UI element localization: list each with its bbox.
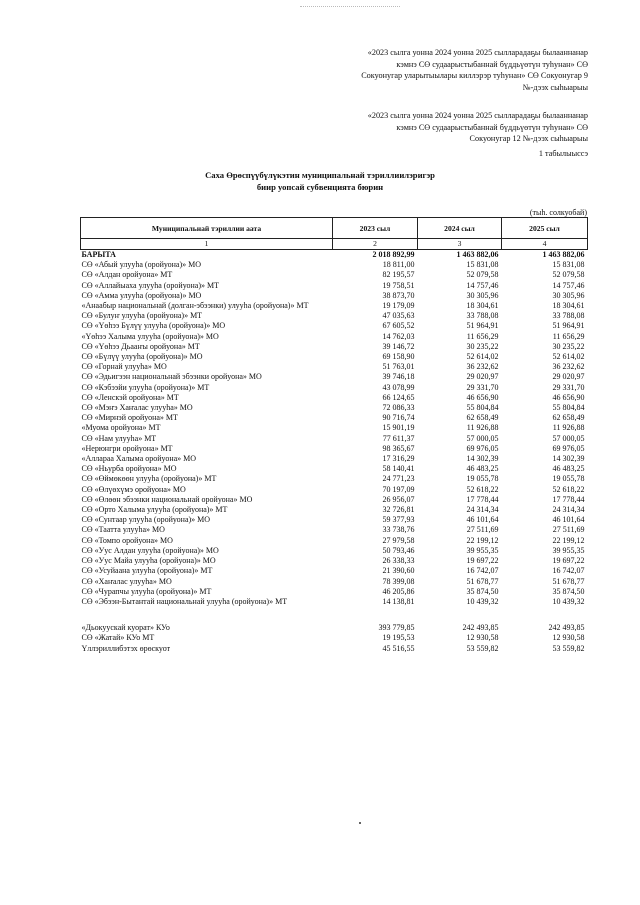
table-row (81, 383, 588, 393)
column-number: 2 (333, 239, 418, 250)
value-2023: 14 138,81 (382, 596, 415, 606)
row-name: «Анаабыр национальнай (долган-эбээнки) улууһа (оройуона)» МТ (81, 301, 309, 311)
scan-artifact (300, 6, 400, 8)
row-name: СӨ «Чурапчы улууһа (оройуона)» МТ (81, 586, 212, 596)
value-2024: 1 463 882,06 (456, 250, 499, 259)
value-2025: 12 930,58 (552, 633, 585, 643)
value-2025: 14 757,46 (552, 280, 585, 290)
unit-label: (тыһ. солкуобай) (529, 208, 587, 217)
value-2024: 39 955,35 (466, 545, 499, 555)
value-2023: 24 771,23 (382, 474, 415, 484)
value-2024: 22 199,12 (466, 535, 499, 545)
value-2023: 38 873,70 (382, 290, 415, 300)
row-name: СӨ «Жатай» КУо МТ (81, 633, 155, 643)
table-row (81, 434, 588, 444)
table-header-row (81, 218, 588, 239)
value-2025: 55 804,84 (552, 403, 585, 413)
value-2024: 46 101,64 (466, 515, 499, 525)
table-row (81, 577, 588, 587)
table-row (81, 362, 588, 372)
column-header: Муниципальнай тэриллии аата (81, 218, 333, 239)
value-2024: 51 964,91 (466, 321, 499, 331)
total-row (81, 250, 588, 261)
value-2024: 35 874,50 (466, 586, 499, 596)
row-name: СӨ «Таатта улууһа» МО (81, 525, 165, 535)
value-2025: 33 788,08 (552, 311, 585, 321)
value-2023: 15 901,19 (382, 423, 415, 433)
table-row (81, 260, 588, 270)
value-2024: 19 055,78 (466, 474, 499, 484)
value-2024: 24 314,34 (466, 505, 499, 515)
resolution-reference-2 (320, 110, 588, 145)
value-2025: 24 314,34 (552, 505, 585, 515)
value-2023: 78 399,08 (382, 576, 415, 586)
value-2025: 16 742,07 (552, 566, 585, 576)
value-2024: 17 778,44 (466, 494, 499, 504)
table-row (81, 332, 588, 342)
table-row (81, 633, 588, 643)
table-row (81, 623, 588, 633)
value-2024: 69 976,05 (466, 443, 499, 453)
value-2024: 46 656,90 (466, 392, 499, 402)
value-2023: 72 086,33 (382, 403, 415, 413)
title-line: биир уопсай субвенцията бюрин (256, 181, 384, 192)
value-2023: 46 205,86 (382, 586, 415, 596)
row-name: СӨ «Абый улууһа (оройуона)» МО (81, 260, 202, 270)
value-2025: 39 955,35 (552, 545, 585, 555)
page-mark (359, 822, 361, 824)
table-row (81, 587, 588, 597)
value-2023: 50 793,46 (382, 545, 415, 555)
table-row (81, 301, 588, 311)
value-2025: 46 101,64 (552, 515, 585, 525)
value-2025: 29 020,97 (552, 372, 585, 382)
table-row (81, 311, 588, 321)
row-name: СӨ «Аллайыаха улууһа (оройуона)» МТ (81, 280, 220, 290)
value-2025: 27 511,69 (552, 525, 585, 535)
value-2023: 98 365,67 (382, 443, 415, 453)
value-2025: 10 439,32 (552, 596, 585, 606)
row-name: СӨ «Бүлүү улууһа (оройуона)» МО (81, 352, 203, 362)
value-2025: 19 697,22 (552, 556, 585, 566)
column-header: 2024 сыл (418, 218, 502, 239)
value-2025: 52 618,22 (552, 484, 585, 494)
value-2024: 52 614,02 (466, 352, 499, 362)
table-row (81, 342, 588, 352)
row-name: СӨ «Өлүөхүмэ оройуона» МО (81, 484, 186, 494)
reference-line: кэмнэ СӨ судаарыстыбаннай бүддьүөтүн туһунан» СӨ (396, 59, 588, 69)
column-number: 3 (418, 239, 502, 250)
value-2025: 14 302,39 (552, 454, 585, 464)
resolution-reference-1 (320, 47, 588, 93)
value-2025: 30 235,22 (552, 341, 585, 351)
value-2024: 55 804,84 (466, 403, 499, 413)
spacer-row (81, 607, 588, 623)
table-row (81, 536, 588, 546)
table-row (81, 291, 588, 301)
value-2024: 14 302,39 (466, 454, 499, 464)
row-name: СӨ «Кэбээйи улууһа (оройуона)» МТ (81, 382, 210, 392)
value-2023: 19 758,51 (382, 280, 415, 290)
value-2024: 10 439,32 (466, 596, 499, 606)
table-row (81, 495, 588, 505)
value-2024: 30 305,96 (466, 290, 499, 300)
row-name: СӨ «Нам улууһа» МТ (81, 433, 157, 443)
value-2024: 29 020,97 (466, 372, 499, 382)
value-2025: 52 079,58 (552, 270, 585, 280)
table-row (81, 525, 588, 535)
value-2023: 70 197,09 (382, 484, 415, 494)
column-number: 1 (81, 239, 333, 250)
value-2025: 57 000,05 (552, 433, 585, 443)
column-header: 2023 сыл (333, 218, 418, 239)
row-name: СӨ «Ленскэй оройуона» МТ (81, 392, 179, 402)
row-name: СӨ «Алдан оройуона» МТ (81, 270, 173, 280)
reference-line: №-дээх сыһыарыы (522, 82, 588, 92)
table-row (81, 281, 588, 291)
value-2023: 67 605,52 (382, 321, 415, 331)
value-2024: 51 678,77 (466, 576, 499, 586)
row-name: «Дьокуускай куорат» КУо (81, 623, 170, 633)
value-2024: 14 757,46 (466, 280, 499, 290)
value-2023: 39 746,18 (382, 372, 415, 382)
table-row (81, 393, 588, 403)
row-name: «Аллараа Халыма оройуона» МО (81, 454, 197, 464)
value-2025: 29 331,70 (552, 382, 585, 392)
value-2024: 53 559,82 (466, 643, 499, 653)
row-name: СӨ «Усуйаана улууһа (оройуона)» МТ (81, 566, 213, 576)
value-2024: 46 483,25 (466, 464, 499, 474)
row-name: СӨ «Хаҥалас улууһа» МО (81, 576, 172, 586)
value-2025: 17 778,44 (552, 494, 585, 504)
value-2023: 33 738,76 (382, 525, 415, 535)
row-name: СӨ «Булуҥ улууһа (оройуона)» МТ (81, 311, 203, 321)
value-2023: 45 516,55 (382, 643, 415, 653)
value-2024: 33 788,08 (466, 311, 499, 321)
reference-line: Сокуонугар 12 №-дээх сыһыарыы (469, 134, 588, 144)
annex-table-label: 1 табылыыссэ (538, 149, 588, 158)
row-name: СӨ «Амма улууһа (оройуона)» МО (81, 290, 202, 300)
table-row (81, 546, 588, 556)
value-2024: 30 235,22 (466, 341, 499, 351)
value-2025: 19 055,78 (552, 474, 585, 484)
table-row (81, 454, 588, 464)
table-row (81, 270, 588, 280)
table-row (81, 556, 588, 566)
table-row (81, 644, 588, 654)
value-2023: 14 762,03 (382, 331, 415, 341)
value-2024: 57 000,05 (466, 433, 499, 443)
row-name: «Муома оройуона» МТ (81, 423, 161, 433)
row-name: СӨ «Уус Алдан улууһа (оройуона)» МО (81, 545, 219, 555)
table-row (81, 515, 588, 525)
value-2023: 58 140,41 (382, 464, 415, 474)
row-name: СӨ «Мэҥэ Хаҥалас улууһа» МО (81, 403, 193, 413)
value-2024: 36 232,62 (466, 362, 499, 372)
value-2024: 19 697,22 (466, 556, 499, 566)
value-2023: 18 811,00 (382, 260, 415, 270)
reference-line: «2023 сылга уонна 2024 уонна 2025 сылларадаҕы былааннанар (367, 111, 588, 120)
value-2025: 22 199,12 (552, 535, 585, 545)
value-2024: 242 493,85 (462, 623, 499, 633)
value-2025: 53 559,82 (552, 643, 585, 653)
value-2023: 26 956,07 (382, 494, 415, 504)
table-row (81, 474, 588, 484)
row-name: СӨ «Горнай улууһа» МО (81, 362, 167, 372)
value-2023: 21 390,60 (382, 566, 415, 576)
table-row (81, 597, 588, 607)
value-2023: 17 316,29 (382, 454, 415, 464)
value-2023: 43 078,99 (382, 382, 415, 392)
value-2024: 52 079,58 (466, 270, 499, 280)
value-2025: 36 232,62 (552, 362, 585, 372)
value-2025: 69 976,05 (552, 443, 585, 453)
document-title (120, 170, 520, 193)
table-row (81, 321, 588, 331)
value-2024: 52 618,22 (466, 484, 499, 494)
column-number: 4 (502, 239, 588, 250)
row-name: БАРЫТА (81, 250, 116, 259)
value-2025: 35 874,50 (552, 586, 585, 596)
value-2025: 242 493,85 (548, 623, 585, 633)
title-line: Саха Өрөспүүбүлүкэтин муниципальнай тэриллиилэригэр (205, 170, 435, 180)
row-name: «Үөһээ Халыма улууһа (оройуона)» МО (81, 331, 219, 341)
value-2023: 47 035,63 (382, 311, 415, 321)
value-2024: 11 656,29 (466, 331, 499, 341)
value-2024: 29 331,70 (466, 382, 499, 392)
table-row (81, 403, 588, 413)
value-2023: 90 716,74 (382, 413, 415, 423)
value-2025: 11 656,29 (552, 331, 585, 341)
table-row (81, 372, 588, 382)
value-2024: 27 511,69 (466, 525, 499, 535)
spacer-cell (81, 607, 588, 623)
value-2024: 16 742,07 (466, 566, 499, 576)
table-row (81, 352, 588, 362)
value-2025: 51 964,91 (552, 321, 585, 331)
row-name: СӨ «Өлөөн эбээнки национальнай оройуона» МО (81, 494, 253, 504)
value-2024: 11 926,88 (466, 423, 499, 433)
row-name: СӨ «Эбээн-Бытантай национальнай улууһа (оройуона)» МТ (81, 596, 288, 606)
table-row (81, 423, 588, 433)
value-2023: 32 726,81 (382, 505, 415, 515)
value-2023: 39 146,72 (382, 341, 415, 351)
column-header: 2025 сыл (502, 218, 588, 239)
value-2025: 62 658,49 (552, 413, 585, 423)
value-2023: 393 779,85 (378, 623, 415, 633)
value-2023: 77 611,37 (382, 433, 415, 443)
table-row (81, 485, 588, 495)
row-name: СӨ «Орто Халыма улууһа (оройуона)» МТ (81, 505, 228, 515)
row-name: СӨ «Үөһээ Дьааҥы оройуона» МТ (81, 341, 200, 351)
row-name: СӨ «Уус Майа улууһа (оройуона)» МО (81, 556, 216, 566)
table-row (81, 413, 588, 423)
reference-line: «2023 сылга уонна 2024 уонна 2025 сылларадаҕы былааннанар (367, 48, 588, 57)
table-row (81, 505, 588, 515)
value-2023: 82 195,57 (382, 270, 415, 280)
value-2025: 46 656,90 (552, 392, 585, 402)
value-2023: 59 377,93 (382, 515, 415, 525)
row-name: Үллэриллибэтэх өрөскуот (81, 643, 171, 653)
value-2025: 30 305,96 (552, 290, 585, 300)
value-2023: 51 763,01 (382, 362, 415, 372)
value-2024: 18 304,61 (466, 301, 499, 311)
row-name: СӨ «Мирнэй оройуона» МТ (81, 413, 178, 423)
value-2024: 15 831,08 (466, 260, 499, 270)
value-2023: 69 158,90 (382, 352, 415, 362)
reference-line: кэмнэ СӨ судаарыстыбаннай бүддьүөтүн туһунан» СӨ (396, 122, 588, 132)
subvention-table (80, 217, 588, 654)
value-2025: 46 483,25 (552, 464, 585, 474)
row-name: СӨ «Үөһээ Бүлүү улууһа (оройуона)» МО (81, 321, 226, 331)
column-number-row (81, 239, 588, 250)
value-2025: 15 831,08 (552, 260, 585, 270)
row-name: «Нерюнгри оройуона» МТ (81, 443, 173, 453)
table-row (81, 444, 588, 454)
value-2025: 11 926,88 (552, 423, 585, 433)
value-2025: 51 678,77 (552, 576, 585, 586)
value-2023: 19 179,09 (382, 301, 415, 311)
table-row (81, 566, 588, 576)
row-name: СӨ «Томпо оройуона» МО (81, 535, 173, 545)
row-name: СӨ «Эдьигээн национальнай эбээнки оройуона» МО (81, 372, 262, 382)
value-2024: 62 658,49 (466, 413, 499, 423)
value-2023: 66 124,65 (382, 392, 415, 402)
value-2024: 12 930,58 (466, 633, 499, 643)
row-name: СӨ «Өймөкөөн улууһа (оройуона)» МТ (81, 474, 217, 484)
value-2023: 19 195,53 (382, 633, 415, 643)
value-2023: 27 979,58 (382, 535, 415, 545)
reference-line: Сокуонугар уларытыылары киллэрэр туһунан» СӨ Сокуонугар 9 (361, 71, 588, 81)
value-2025: 52 614,02 (552, 352, 585, 362)
value-2025: 18 304,61 (552, 301, 585, 311)
row-name: СӨ «Сунтаар улууһа (оройуона)» МО (81, 515, 211, 525)
value-2025: 1 463 882,06 (542, 250, 585, 259)
row-name: СӨ «Ньурба оройуона» МО (81, 464, 177, 474)
table-row (81, 464, 588, 474)
value-2023: 26 338,33 (382, 556, 415, 566)
value-2023: 2 018 892,99 (372, 250, 415, 259)
